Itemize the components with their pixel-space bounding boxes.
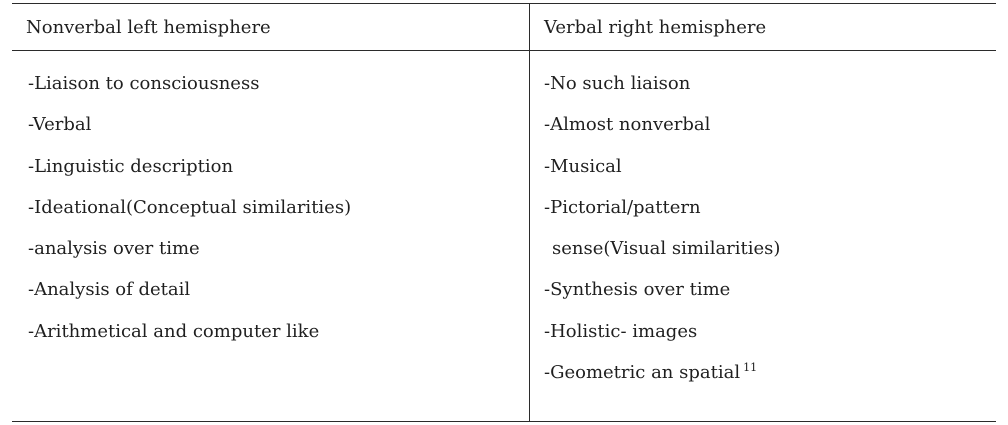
right-column	[530, 51, 996, 421]
list-item: -Musical	[544, 155, 622, 177]
table-body-row	[12, 51, 996, 421]
list-item: -Liaison to consciousness	[28, 73, 260, 94]
list-item-text: -Geometric an spatial	[544, 362, 741, 384]
list-item: -Linguistic description	[28, 155, 234, 177]
list-item: -Analysis of detail	[28, 279, 191, 301]
footnote-reference: 11	[743, 361, 758, 375]
list-item: -Holistic- images	[544, 320, 698, 342]
header-right: Verbal right hemisphere	[544, 17, 767, 38]
left-column	[12, 51, 530, 421]
table-header-row	[12, 4, 996, 51]
list-item-with-footnote	[544, 352, 996, 393]
list-item: -Almost nonverbal	[544, 114, 711, 136]
list-item: -Verbal	[28, 114, 92, 136]
list-item: sense(Visual similarities)	[552, 238, 781, 260]
list-item: -Arithmetical and computer like	[28, 320, 320, 342]
list-item: -analysis over time	[28, 238, 200, 260]
right-list	[530, 51, 996, 393]
list-item: -No such liaison	[544, 73, 691, 94]
hemisphere-comparison-table	[12, 3, 996, 422]
left-list	[12, 51, 529, 352]
list-item: -Pictorial/pattern	[544, 196, 701, 218]
list-item: -Ideational(Conceptual similarities)	[28, 196, 352, 218]
list-item: -Synthesis over time	[544, 279, 731, 301]
header-left: Nonverbal left hemisphere	[12, 4, 530, 50]
